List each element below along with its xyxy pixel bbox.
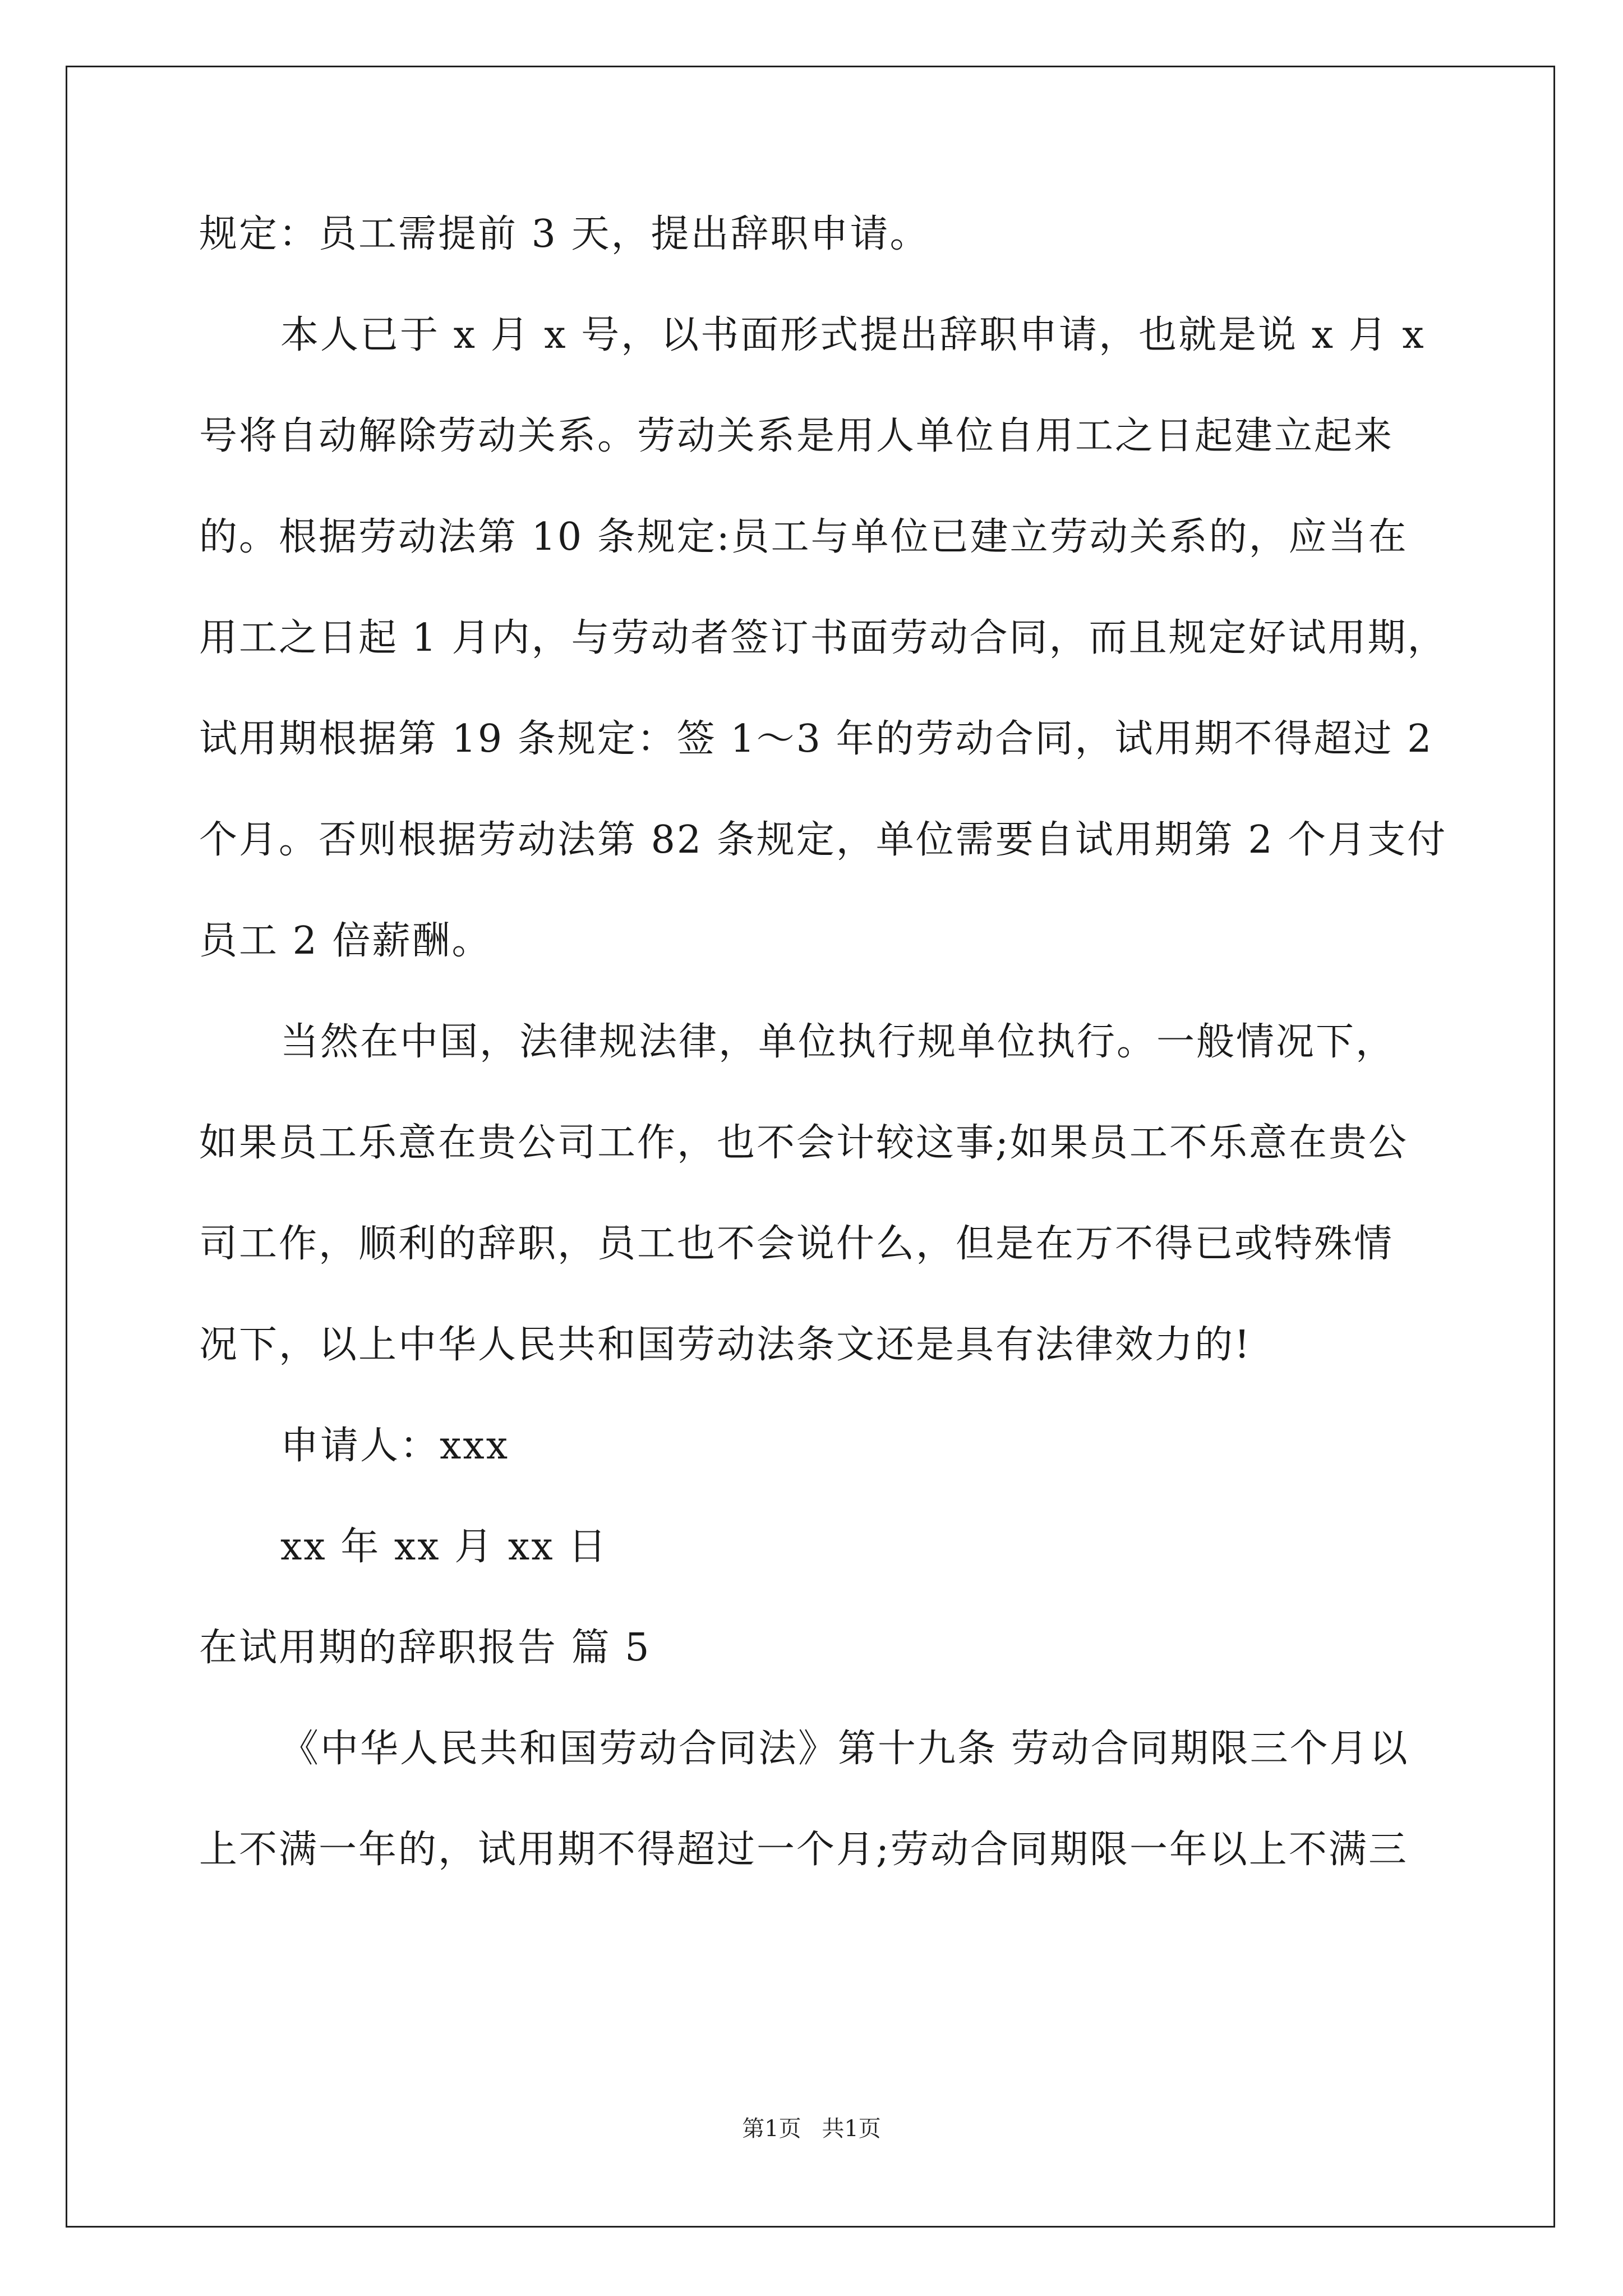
section-heading: 在试用期的辞职报告 篇 5: [199, 1626, 651, 1670]
paragraph-line: 规定：员工需提前 3 天，提出辞职申请。: [199, 212, 930, 256]
paragraph-line: 试用期根据第 19 条规定：签 1～3 年的劳动合同，试用期不得超过 2: [199, 717, 1433, 761]
paragraph-line: 上不满一年的，试用期不得超过一个月;劳动合同期限一年以上不满三: [199, 1828, 1408, 1872]
page-number: 第1页: [742, 2116, 801, 2142]
paragraph-line: 当然在中国，法律规法律，单位执行规单位执行。一般情况下，: [280, 1020, 1396, 1064]
paragraph-line: 司工作，顺利的辞职，员工也不会说什么，但是在万不得已或特殊情: [199, 1222, 1394, 1266]
paragraph-line: 的。根据劳动法第 10 条规定:员工与单位已建立劳动关系的，应当在: [199, 515, 1408, 559]
page-total: 共1页: [822, 2116, 881, 2142]
date-line: xx 年 xx 月 xx 日: [280, 1525, 608, 1569]
paragraph-line: 个月。否则根据劳动法第 82 条规定，单位需要自试用期第 2 个月支付: [199, 818, 1447, 862]
paragraph-line: 员工 2 倍薪酬。: [199, 919, 492, 963]
paragraph-line: 如果员工乐意在贵公司工作，也不会计较这事;如果员工不乐意在贵公: [199, 1121, 1408, 1165]
applicant-line: 申请人：xxx: [280, 1424, 510, 1468]
page-footer: [0, 2115, 1623, 2143]
paragraph-line: 《中华人民共和国劳动合同法》第十九条 劳动合同期限三个月以: [280, 1727, 1409, 1771]
paragraph-line: 况下，以上中华人民共和国劳动法条文还是具有法律效力的!: [199, 1323, 1252, 1367]
paragraph-line: 号将自动解除劳动关系。劳动关系是用人单位自用工之日起建立起来: [199, 414, 1394, 458]
paragraph-line: 用工之日起 1 月内，与劳动者签订书面劳动合同，而且规定好试用期，: [199, 616, 1447, 660]
paragraph-line: 本人已于 x 月 x 号，以书面形式提出辞职申请，也就是说 x 月 x: [280, 313, 1426, 357]
